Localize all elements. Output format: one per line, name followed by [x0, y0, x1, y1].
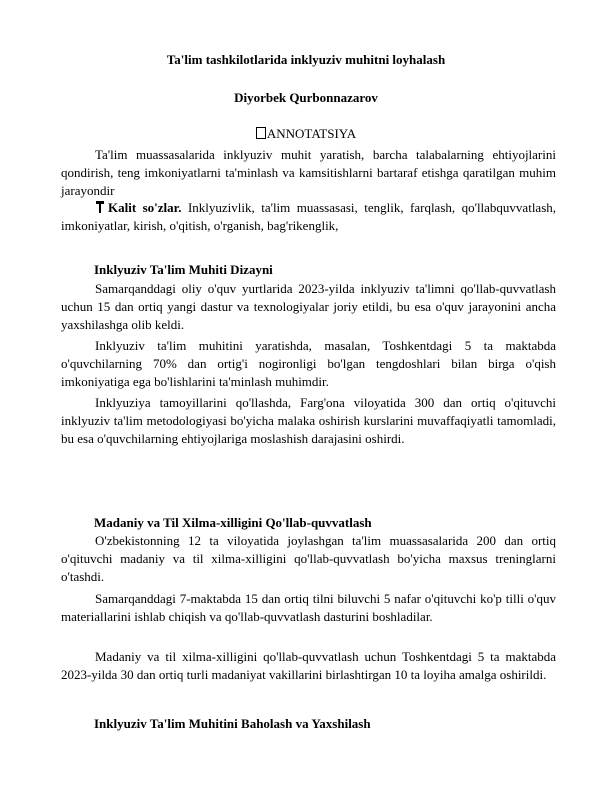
pin-icon: [95, 201, 105, 213]
keywords-paragraph: [61, 199, 556, 235]
annotation-heading: [0, 126, 612, 142]
author-name: Diyorbek Qurbonnazarov: [234, 90, 378, 105]
section-heading: Madaniy va Til Xilma-xilligini Qo'llab-quvvatlash: [94, 515, 372, 530]
paper-title: Ta'lim tashkilotlarida inklyuziv muhitni loyhalash: [166, 52, 446, 67]
section-paragraph: Inklyuziya tamoyillarini qo'llashda, Farg'ona viloyatida 300 dan ortiq o'qituvchi inklyuziv ta'lim metodologiyasi bo'yicha malaka oshirish kurslarini muvaffaqiyatli tamomladi, bu esa o'quvchilarning ehtiyojlariga moslashish darajasini oshirdi.: [61, 395, 556, 446]
keywords-label: Kalit so'zlar.: [108, 200, 182, 215]
section-paragraph: Madaniy va til xilma-xilligini qo'llab-quvvatlash uchun Toshkentdagi 5 ta maktabda 2023-yilda 30 dan ortiq turli madaniyat vakillarini birlashtirgan 10 ta loyiha amalga oshirildi.: [61, 649, 556, 682]
section-heading: Inklyuziv Ta'lim Muhiti Dizayni: [94, 262, 273, 277]
section-paragraph: Inklyuziv ta'lim muhitini yaratishda, masalan, Toshkentdagi 5 ta maktabda o'quvchilarning 70% dan ortig'i nogironligi bo'lgan tengdoshlari bilan birga o'qish imkoniyatiga ega bo'lishlarini ta'minlash muhimdir.: [61, 338, 556, 389]
keywords-text: Inklyuzivlik, ta'lim muassasasi, tenglik, farqlash, qo'llabquvvatlash, imkoniyatlar, kirish, o'qitish, o'rganish, bag'rikenglik,: [61, 200, 557, 233]
annotation-text: Ta'lim muassasalarida inklyuziv muhit yaratish, barcha talabalarning ehtiyojlarini qondirish, teng imkoniyatlarni ta'minlash va kamsitishlarni bartaraf etishga qaratilgan muhim jarayondir: [61, 147, 556, 198]
section-paragraph: O'zbekistonning 12 ta viloyatida joylashgan ta'lim muassasalarida 200 dan ortiq o'qituvchi madaniy va til xilma-xilligini qo'llab-quvvatlash bo'yicha maxsus treninglarni o'tashdi.: [61, 533, 556, 584]
section-heading: Inklyuziv Ta'lim Muhitini Baholash va Yaxshilash: [94, 716, 371, 731]
section-paragraph: Samarqanddagi oliy o'quv yurtlarida 2023-yilda inklyuziv ta'limni qo'llab-quvvatlash uchun 15 dan ortiq yangi dastur va texnologiyalar joriy etildi, bu esa o'quv jarayonini ancha yaxshilashga olib keldi.: [61, 281, 556, 332]
missing-glyph-icon: [256, 127, 266, 139]
section-paragraph: Samarqanddagi 7-maktabda 15 dan ortiq tilni biluvchi 5 nafar o'qituvchi ko'p tilli o'quv materiallarini ishlab chiqish va qo'llab-quvvatlash dasturini boshladilar.: [61, 591, 556, 624]
annotation-heading-text: ANNOTATSIYA: [266, 126, 357, 141]
